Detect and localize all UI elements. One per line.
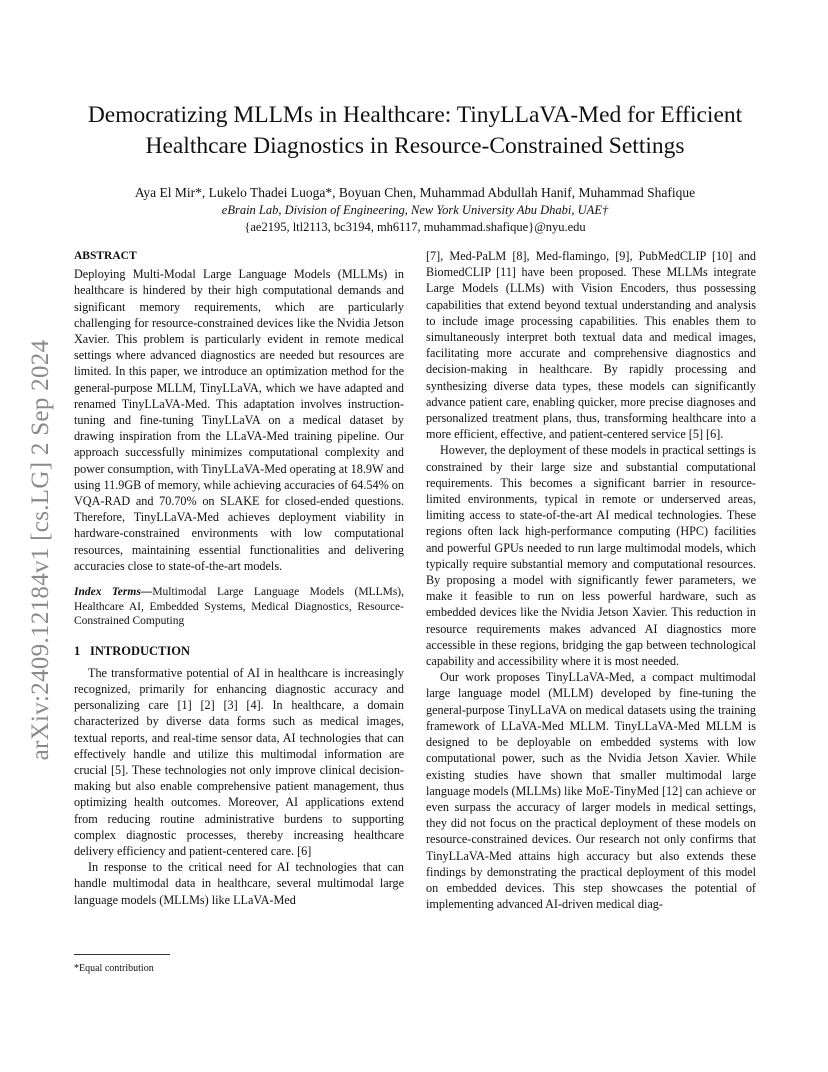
arxiv-stamp xyxy=(4,340,78,760)
intro-paragraph-1: The transformative potential of AI in healthcare is increasingly recognized, primarily for enhancing diagnostic accuracy and personalizing care [1] [2] [3] [4]. In healthcare, a domain characterized by diverse data forms such as medical images, textual reports, and real-time sensor data, AI technologies that can effectively handle and utilize this multimodal information are crucial [5]. These technologies not only improve clinical decision-making but also enable comprehensive patient management, thus optimizing health outcomes. Moreover, AI applications extend from reducing routine administrative burdens to supporting complex diagnostic processes, thereby increasing healthcare delivery efficiency and patient-centered care. [6] xyxy=(74,665,404,858)
intro-paragraph-2: In response to the critical need for AI technologies that can handle multimodal data in healthcare, several multimodal large language models (MLLMs) like LLaVA-Med xyxy=(74,860,404,907)
affiliation: eBrain Lab, Division of Engineering, New York University Abu Dhabi, UAE† xyxy=(221,203,609,217)
footnote: *Equal contribution xyxy=(74,963,154,974)
introduction-heading xyxy=(74,643,404,659)
left-column xyxy=(74,248,404,908)
intro-paragraph-3: However, the deployment of these models in practical settings is constrained by their large size and substantial computational requirements. This becomes a significant barrier in resource-limited environments, typical in remote or underserved areas, limiting access to state-of-the-art AI medical technologies. These regions often lack high-performance computing (HPC) facilities and powerful GPUs needed to run large multimodal models, which typically require substantial memory and computational resources. By proposing a model with significantly fewer parameters, we make it feasible to run on less powerful hardware, such as embedded devices like the Nvidia Jetson Xavier. This reduction in resource requirements makes advanced AI diagnostics more accessible in these regions, bridging the gap between technological capability and accessibility where it is most needed. xyxy=(426,443,756,669)
author-emails: {ae2195, ltl2113, bc3194, mh6117, muhammad.shafique}@nyu.edu xyxy=(244,220,586,234)
index-terms-label: Index Terms— xyxy=(74,586,153,599)
index-terms xyxy=(74,585,404,629)
section-number: 1 xyxy=(74,643,81,658)
author-list: Aya El Mir*, Lukelo Thadei Luoga*, Boyuan Chen, Muhammad Abdullah Hanif, Muhammad Shafique xyxy=(134,185,696,200)
index-terms-text: Multimodal Large Language Models (MLLMs), Healthcare AI, Embedded Systems, Medical Diagnostics, Resource-Constrained Computing xyxy=(74,586,404,628)
intro-paragraph-2-continued: [7], Med-PaLM [8], Med-flamingo, [9], PubMedCLIP [10] and BiomedCLIP [11] have been proposed. These MLLMs integrate Large Models (LLMs) with Vision Encoders, thus possessing capabilities that extend beyond textual understanding and analysis to include image processing capabilities. This enables them to simultaneously interpret both textual data and medical images, facilitating more accurate and comprehensive diagnostics and decision-making in healthcare. By rapidly processing and synthesizing diverse data types, these models can significantly advance patient care, enabling quicker, more precise diagnoses and personalized treatment plans, thus, transforming healthcare into a more efficient, effective, and patient-centered service [5] [6]. xyxy=(426,249,756,442)
abstract-heading: ABSTRACT xyxy=(74,250,137,262)
footnote-rule xyxy=(74,954,170,955)
arxiv-id: arXiv:2409.12184v1 [cs.LG] 2 Sep 2024 xyxy=(27,339,54,761)
paper-title: Democratizing MLLMs in Healthcare: TinyLLaVA-Med for Efficient Healthcare Diagnostics in Resource-Constrained Settings xyxy=(87,102,743,159)
section-title: INTRODUCTION xyxy=(90,643,191,658)
intro-paragraph-4: Our work proposes TinyLLaVA-Med, a compact multimodal large language model (MLLM) developed by fine-tuning the general-purpose TinyLLaVA on medical datasets using the training framework of LLaVA-Med MLLM. TinyLLaVA-Med MLLM is designed to be deployable on embedded systems with low computational power, such as the Nvidia Jetson Xavier. While existing studies have shown that smaller multimodal large language models (MLLMs) like MoE-TinyMed [12] can achieve or even surpass the accuracy of larger models in medical settings, they did not focus on the practical deployment of these models on resource-constrained devices. Our research not only confirms that TinyLLaVA-Med attains high accuracy but also extends these findings by demonstrating the practical deployment of this model on embedded devices. This step showcases the potential of implementing advanced AI-driven medical diag- xyxy=(426,670,756,912)
right-column xyxy=(426,248,756,912)
abstract-text: Deploying Multi-Modal Large Language Models (MLLMs) in healthcare is hindered by their high computational demands and significant memory requirements, which are particularly challenging for resource-constrained devices like the Nvidia Jetson Xavier. This problem is particularly evident in remote medical settings where advanced diagnostics are needed but resources are limited. In this paper, we introduce an optimization method for the general-purpose MLLM, TinyLLaVA, which we have adapted and renamed TinyLLaVA-Med. This adaptation involves instruction-tuning and fine-tuning TinyLLaVA on a medical dataset by drawing inspiration from the LLaVA-Med training pipeline. Our approach successfully minimizes computational complexity and power consumption, with TinyLLaVA-Med operating at 18.9W and using 11.9GB of memory, while achieving accuracies of 64.54% on VQA-RAD and 70.70% on SLAKE for closed-ended questions. Therefore, TinyLLaVA-Med achieves deployment viability in hardware-constrained environments with low computational resources, maintaining essential functionalities and delivering accuracies close to state-of-the-art models. xyxy=(74,267,404,573)
